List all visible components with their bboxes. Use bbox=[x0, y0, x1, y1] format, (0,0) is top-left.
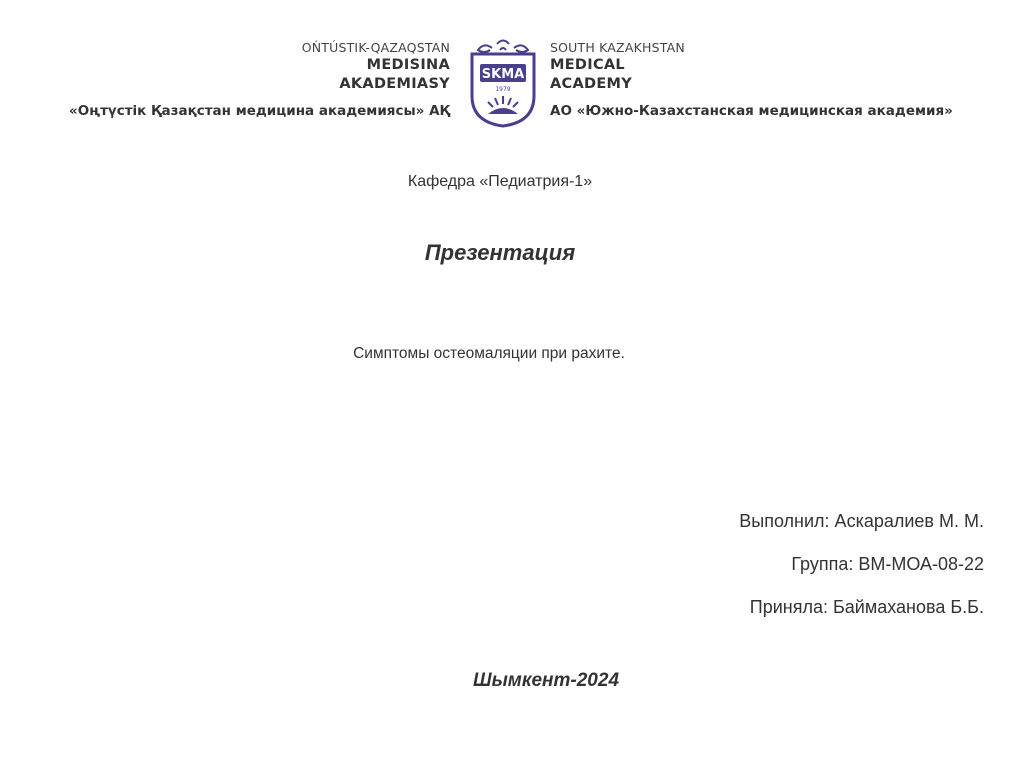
academy-name-english bbox=[550, 40, 953, 119]
city-year: Шымкент-2024 bbox=[472, 670, 620, 691]
presentation-title: Презентация bbox=[424, 240, 576, 265]
presentation-topic: Симптомы остеомаляции при рахите. bbox=[353, 345, 625, 362]
academy-word-academy-kazakh: AKADEMIASY bbox=[339, 76, 450, 92]
accepted-by-line: Приняла: Баймаханова Б.Б. bbox=[749, 597, 984, 617]
logo-abbreviation: SKMA bbox=[481, 67, 525, 82]
academy-name-kazakh bbox=[69, 40, 450, 119]
performed-by-line: Выполнил: Аскаралиев М. М. bbox=[739, 511, 984, 531]
logo-year: 1979 bbox=[495, 86, 511, 93]
academy-full-name-kazakh: «Оңтүстік Қазақстан медицина академиясы» АҚ bbox=[69, 103, 450, 119]
skma-logo-icon bbox=[464, 38, 542, 130]
academy-word-medicine-kazakh: MEDISINA bbox=[366, 57, 450, 73]
academy-region-kazakh: OŃTÚSTIK-QAZAQSTAN bbox=[301, 40, 450, 55]
academy-full-name-russian: АО «Южно-Казахстанская медицинская академия» bbox=[550, 103, 953, 119]
academy-word-academy-english: ACADEMY bbox=[550, 76, 633, 92]
author-credits bbox=[739, 510, 984, 639]
academy-region-english: SOUTH KAZAKHSTAN bbox=[550, 40, 685, 55]
academy-word-medical-english: MEDICAL bbox=[550, 57, 625, 73]
group-line: Группа: ВМ-МОА-08-22 bbox=[791, 554, 984, 574]
department-name: Кафедра «Педиатрия-1» bbox=[407, 173, 593, 190]
